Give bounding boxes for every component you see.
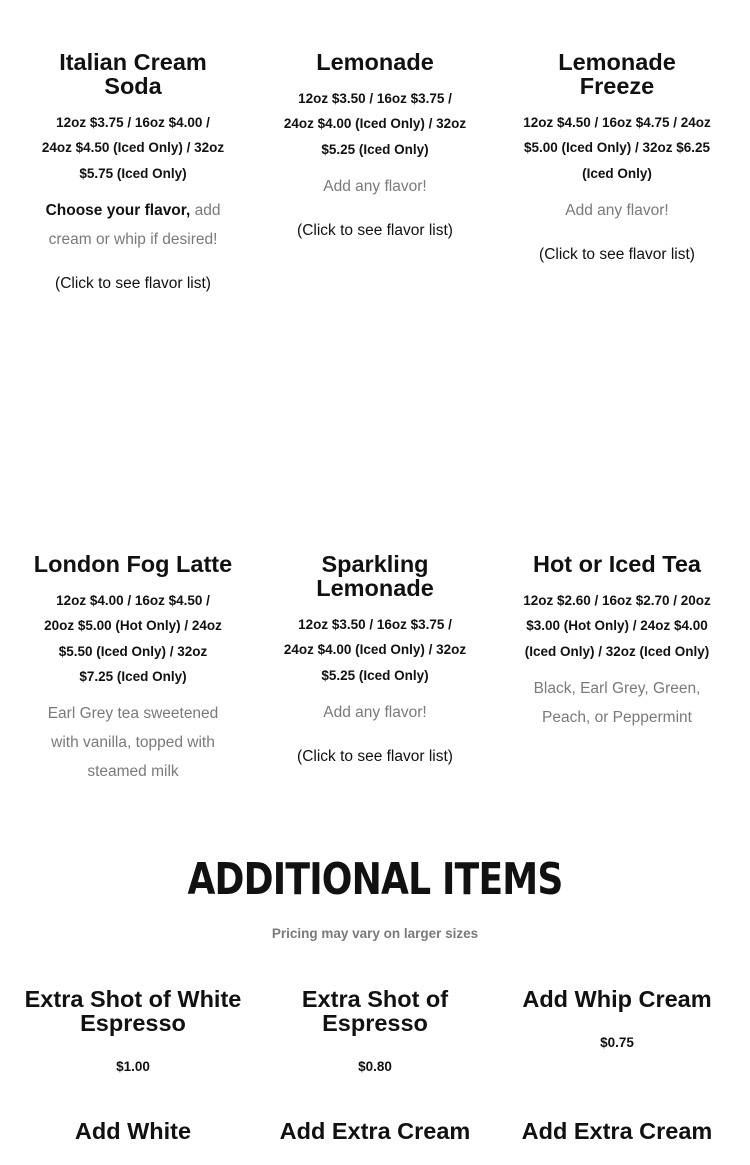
section-title-additional-items: ADDITIONAL ITEMS: [187, 854, 563, 905]
menu-card-london-fog-latte: [12, 552, 254, 806]
item-description: [28, 196, 238, 254]
addon-title: Extra Shot of Espresso: [301, 986, 449, 1036]
item-price: 12oz $3.50 / 16oz $3.75 / 24oz $4.00 (Iced Only) / 32oz $5.25 (Iced Only): [283, 617, 467, 683]
addon-card-whip-cream: [496, 987, 738, 1077]
drink-row-1: [12, 50, 738, 294]
addon-price: $0.80: [358, 1059, 392, 1074]
addon-row-1: [12, 987, 738, 1077]
addon-card-add-extra-cream-2: [496, 1119, 738, 1165]
menu-card-lemonade: [254, 50, 496, 294]
item-description: Add any flavor!: [565, 201, 669, 219]
item-title: Lemonade Freeze: [558, 49, 676, 99]
menu-card-lemonade-freeze: [496, 50, 738, 294]
item-title: Hot or Iced Tea: [532, 551, 701, 577]
item-price: 12oz $3.50 / 16oz $3.75 / 24oz $4.00 (Iced Only) / 32oz $5.25 (Iced Only): [283, 91, 467, 157]
addon-price: $1.00: [116, 1059, 150, 1074]
drink-row-2: [12, 552, 738, 806]
addon-row-2: [12, 1119, 738, 1165]
addon-title: Extra Shot of White Espresso: [24, 986, 242, 1036]
addon-price: $0.75: [600, 1035, 634, 1050]
item-description: Add any flavor!: [323, 177, 427, 195]
item-description-rest: add cream or whip if desired!: [48, 201, 221, 248]
addon-title: Add White: [74, 1118, 192, 1144]
item-description: Add any flavor!: [323, 703, 427, 721]
addon-card-add-extra-cream: [254, 1119, 496, 1165]
menu-card-hot-or-iced-tea: [496, 552, 738, 806]
addon-card-extra-white-espresso: [12, 987, 254, 1077]
addon-title: Add Extra Cream: [279, 1118, 471, 1144]
item-description: Black, Earl Grey, Green, Peach, or Peppermint: [533, 679, 701, 726]
addon-card-extra-espresso: [254, 987, 496, 1077]
item-title: Italian Cream Soda: [59, 49, 207, 99]
item-description-emphasis: Choose your flavor,: [45, 201, 191, 219]
menu-card-italian-cream-soda: [12, 50, 254, 294]
item-title: London Fog Latte: [33, 551, 233, 577]
flavor-list-link[interactable]: (Click to see flavor list): [297, 221, 453, 239]
flavor-list-link[interactable]: (Click to see flavor list): [55, 274, 211, 292]
item-price: 12oz $4.00 / 16oz $4.50 / 20oz $5.00 (Hot Only) / 24oz $5.50 (Iced Only) / 32oz $7.25 (Iced Only): [44, 593, 222, 684]
flavor-list-link[interactable]: (Click to see flavor list): [297, 747, 453, 765]
item-price: 12oz $3.75 / 16oz $4.00 / 24oz $4.50 (Iced Only) / 32oz $5.75 (Iced Only): [41, 115, 225, 181]
addon-title: Add Whip Cream: [522, 986, 712, 1012]
item-title: Lemonade: [316, 49, 434, 75]
section-subtitle: Pricing may vary on larger sizes: [271, 926, 479, 941]
item-title: Sparkling Lemonade: [316, 551, 434, 601]
addon-card-add-white: [12, 1119, 254, 1165]
item-price: 12oz $2.60 / 16oz $2.70 / 20oz $3.00 (Hot Only) / 24oz $4.00 (Iced Only) / 32oz (Iced Only): [523, 593, 711, 659]
item-price: 12oz $4.50 / 16oz $4.75 / 24oz $5.00 (Iced Only) / 32oz $6.25 (Iced Only): [523, 115, 711, 181]
flavor-list-link[interactable]: (Click to see flavor list): [539, 245, 695, 263]
menu-card-sparkling-lemonade: [254, 552, 496, 806]
addon-title: Add Extra Cream: [521, 1118, 713, 1144]
item-description: Earl Grey tea sweetened with vanilla, topped with steamed milk: [47, 705, 219, 781]
